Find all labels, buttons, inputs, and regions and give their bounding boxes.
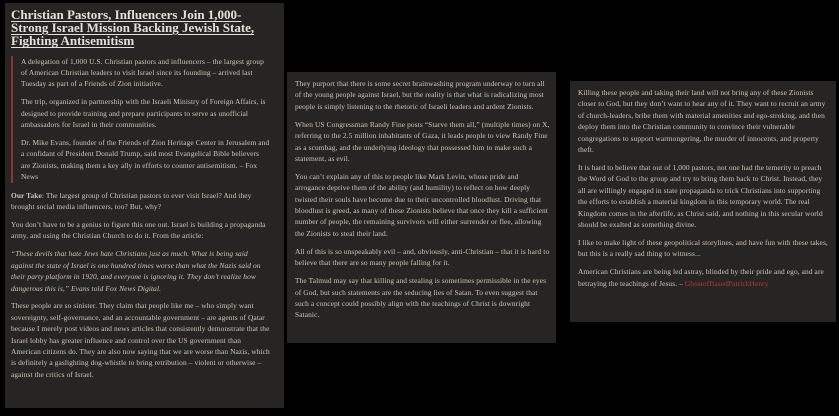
- paragraph: They purport that there is some secret brainwashing program underway to turn all of the young people against Israel, but the reality is that what is radicalizing most people is simply listening to the rhetoric of Israeli leaders and ardent Zionists.: [295, 79, 545, 111]
- article-panel-middle: [287, 72, 556, 343]
- quoted-paragraph: A delegation of 1,000 U.S. Christian pastors and influencers – the largest group of American Christian leaders to visit Israel since its founding – arrived last Tuesday as part of a Friends of Zion initiative.: [21, 56, 264, 89]
- our-take-text: : The largest group of Christian pastors to ever visit Israel? And they brought social media influencers, too? But, why?: [11, 190, 252, 212]
- news-excerpt-blockquote: [11, 56, 270, 183]
- quoted-paragraph: The trip, organized in partnership with the Israeli Ministry of Foreign Affairs, is designed to provide training and prepare participants to serve as unofficial ambassadors for Israel in their communities.: [21, 97, 266, 130]
- closing-text: American Christians are being led astray, blinded by their pride and ego, and are betraying the teachings of Jesus. –: [578, 267, 824, 288]
- quoted-paragraph: Dr. Mike Evans, founder of the Friends of Zion Heritage Center in Jerusalem and a confidant of President Donald Trump, said most Evangelical Bible believers are Zionists, making them a key ally in efforts to counter antisemitism. – Fox News: [21, 138, 270, 182]
- paragraph: Killing these people and taking their land will not bring any of these Zionists closer to God, but they don’t want to hear any of it. They want to recruit an army of church-leaders, bribe them with material amenities and ego-stroking, and then deploy them into the Christian community to convince their vulnerable congregations to support warmongering, the murder of innocents, and property theft.: [578, 88, 826, 155]
- paragraph: You don’t have to be a genius to figure this one out. Israel is building a propaganda army, and using the Christian Church to do it. From the article:: [11, 219, 266, 241]
- paragraph: When US Congressman Randy Fine posts “Starve them all,” (multiple times) on X, referring to the 2.5 million inhabitants of Gaza, it leads people to view Randy Fine as a scumbag, and the underlying ideology that possessed him to make such a statement, as evil.: [295, 119, 550, 163]
- paragraph: These people are so sinister. They claim that people like me – who simply want sovereignty, self-governance, and an accountable government – are agents of Qatar because I merely post videos and news articles that consistently demonstrate that the Israel lobby has greater influence and control over the US government than American citizens do. They are also now saying that we are worse than Nazis, which is definitely a gaslighting dog-whistle to bring retribution – violent or otherwise – against the critics of Israel.: [11, 301, 270, 379]
- article-panel-right: [570, 81, 836, 322]
- paragraph: It is hard to believe that out of 1,000 pastors, not one had the temerity to preach the Word of God to the group and try to bring them back to Christ. Instead, they all are willingly engaged in state propaganda to trick Christians into supporting the efforts to establish a material kingdom in this temporary world. The real Kingdom comes in the afterlife, as Christ said, and nothing in this secular world should be exalted as something divine.: [578, 162, 823, 229]
- paragraph: I like to make light of these geopolitical storylines, and have fun with these takes, but this is a really sad thing to witness...: [578, 237, 828, 259]
- author-signature-link[interactable]: GhostofBasedPatrickHenry: [684, 278, 769, 288]
- article-panel-left: [5, 3, 284, 408]
- our-take-label: Our Take: [11, 190, 42, 200]
- paragraph: You can’t explain any of this to people like Mark Levin, whose pride and arrogance deprive them of the ability (and humility) to reflect on how deeply twisted their souls have become due to their uncontrolled bloodlust. Driving that bloodlust is greed, as many of these Zionists believe that once they kill a sufficient number of people, the remaining survivors will either surrender or flee, allowing the Zionists to steal their land.: [295, 171, 548, 238]
- our-take-paragraph: [11, 190, 270, 213]
- article-quote-paragraph: “These devils that hate Jews hate Christians just as much. What is being said against the state of Israel is one hundred times worse than what the Nazis said on their party platform in 1920, and everyone is ignoring it. They don’t realize how dangerous this is,” Evans told Fox News Digital.: [11, 249, 261, 293]
- article-headline-link[interactable]: Christian Pastors, Influencers Join 1,000-Strong Israel Mission Backing Jewish State, Fighting Antisemitism: [11, 7, 255, 49]
- paragraph: All of this is so unspeakably evil – and, obviously, anti-Christian – that it is hard to believe that there are so many people falling for it.: [295, 246, 550, 268]
- closing-paragraph: [578, 266, 831, 289]
- article-headline: [11, 8, 270, 48]
- paragraph: The Talmud may say that killing and stealing is sometimes permissible in the eyes of God, but such statements are the seducing lies of Satan. To even suggest that such a concept could possibly align with the teachings of Christ is downright Satanic.: [295, 276, 547, 320]
